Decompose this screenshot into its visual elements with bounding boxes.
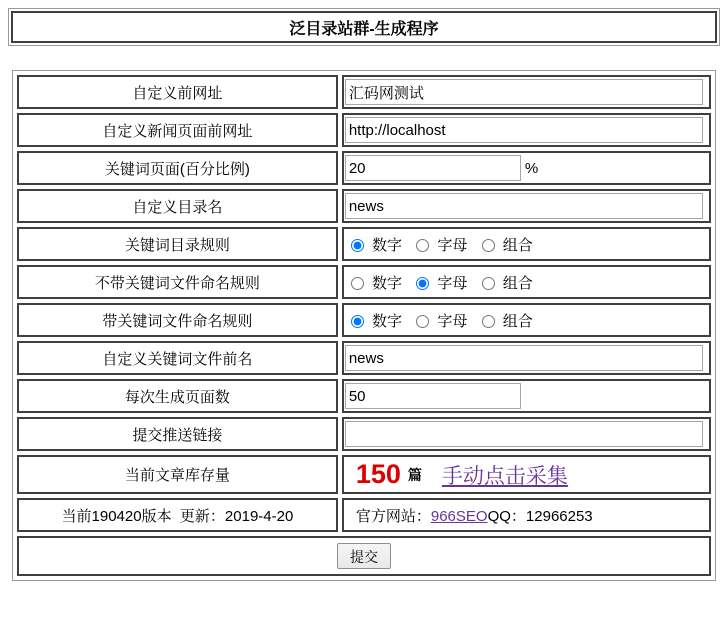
radio-label: 组合 [502, 274, 533, 292]
form-row-push-link [17, 417, 711, 451]
keyword-dir-rule-number-option[interactable] [351, 237, 406, 254]
form-row-keyword-page-percent [17, 151, 711, 185]
page-title: 泛目录站群-生成程序 [11, 11, 717, 43]
radio-label: 数字 [372, 312, 403, 330]
radio-label: 字母 [437, 274, 468, 292]
pages-per-generation-input[interactable] [345, 383, 521, 409]
keyword-dir-rule-number-radio[interactable] [351, 239, 364, 252]
form-table [12, 70, 716, 581]
keyword-file-rule-letter-option[interactable] [416, 313, 471, 330]
nokeyword-file-rule-combo-option[interactable] [482, 275, 533, 292]
keyword-dir-rule-letter-radio[interactable] [416, 239, 429, 252]
form-row-keyword-dir-rule [17, 227, 711, 261]
keyword-file-rule-combo-radio[interactable] [482, 315, 495, 328]
row-label: 不带关键词文件命名规则 [17, 265, 338, 299]
keyword-file-prefix-input[interactable] [345, 345, 703, 371]
manual-collect-link[interactable]: 手动点击采集 [441, 464, 568, 488]
form-row-nokeyword-file-rule [17, 265, 711, 299]
row-label: 关键词目录规则 [17, 227, 338, 261]
version-text: 当前190420版本 更新：2019-4-20 [17, 498, 338, 532]
row-label: 自定义目录名 [17, 189, 338, 223]
keyword-file-rule-combo-option[interactable] [482, 313, 533, 330]
form-row-submit [17, 536, 711, 576]
nokeyword-file-rule-combo-radio[interactable] [482, 277, 495, 290]
keyword-dir-rule-letter-option[interactable] [416, 237, 471, 254]
form-row-custom-prefix-url [17, 75, 711, 109]
push-link-input[interactable] [345, 421, 703, 447]
nokeyword-file-rule-letter-radio[interactable] [416, 277, 429, 290]
article-stock-count: 150 [355, 459, 401, 489]
article-stock-unit: 篇 [407, 466, 422, 483]
form-row-pages-per-generation [17, 379, 711, 413]
row-label: 自定义关键词文件前名 [17, 341, 338, 375]
form-row-keyword-file-rule [17, 303, 711, 337]
keyword-dir-rule-combo-radio[interactable] [482, 239, 495, 252]
radio-label: 字母 [437, 236, 468, 254]
form-row-version-info [17, 498, 711, 532]
percent-suffix: % [524, 160, 539, 178]
form-row-keyword-file-prefix [17, 341, 711, 375]
form-row-article-stock [17, 455, 711, 494]
row-label: 关键词页面(百分比例) [17, 151, 338, 185]
custom-prefix-url-input[interactable] [345, 79, 703, 105]
keyword-dir-rule-combo-option[interactable] [482, 237, 533, 254]
row-label: 带关键词文件命名规则 [17, 303, 338, 337]
form-row-news-prefix-url [17, 113, 711, 147]
row-label: 当前文章库存量 [17, 455, 338, 494]
keyword-file-rule-number-radio[interactable] [351, 315, 364, 328]
radio-label: 组合 [502, 236, 533, 254]
keyword-file-rule-letter-radio[interactable] [416, 315, 429, 328]
submit-button[interactable]: 提交 [337, 543, 391, 569]
keyword-page-percent-input[interactable] [345, 155, 521, 181]
radio-label: 组合 [502, 312, 533, 330]
news-page-prefix-url-input[interactable] [345, 117, 703, 143]
custom-directory-name-input[interactable] [345, 193, 703, 219]
form-row-custom-directory-name [17, 189, 711, 223]
header-table [8, 8, 720, 46]
row-label: 自定义新闻页面前网址 [17, 113, 338, 147]
row-label: 自定义前网址 [17, 75, 338, 109]
radio-label: 数字 [372, 274, 403, 292]
nokeyword-file-rule-letter-option[interactable] [416, 275, 471, 292]
radio-label: 字母 [437, 312, 468, 330]
nokeyword-file-rule-number-option[interactable] [351, 275, 406, 292]
row-label: 提交推送链接 [17, 417, 338, 451]
keyword-file-rule-number-option[interactable] [351, 313, 406, 330]
official-site-label: 官方网站： [355, 507, 431, 525]
row-label: 每次生成页面数 [17, 379, 338, 413]
qq-text: QQ：12966253 [487, 507, 593, 525]
official-site-link[interactable]: 966SEO [430, 507, 488, 525]
nokeyword-file-rule-number-radio[interactable] [351, 277, 364, 290]
radio-label: 数字 [372, 236, 403, 254]
